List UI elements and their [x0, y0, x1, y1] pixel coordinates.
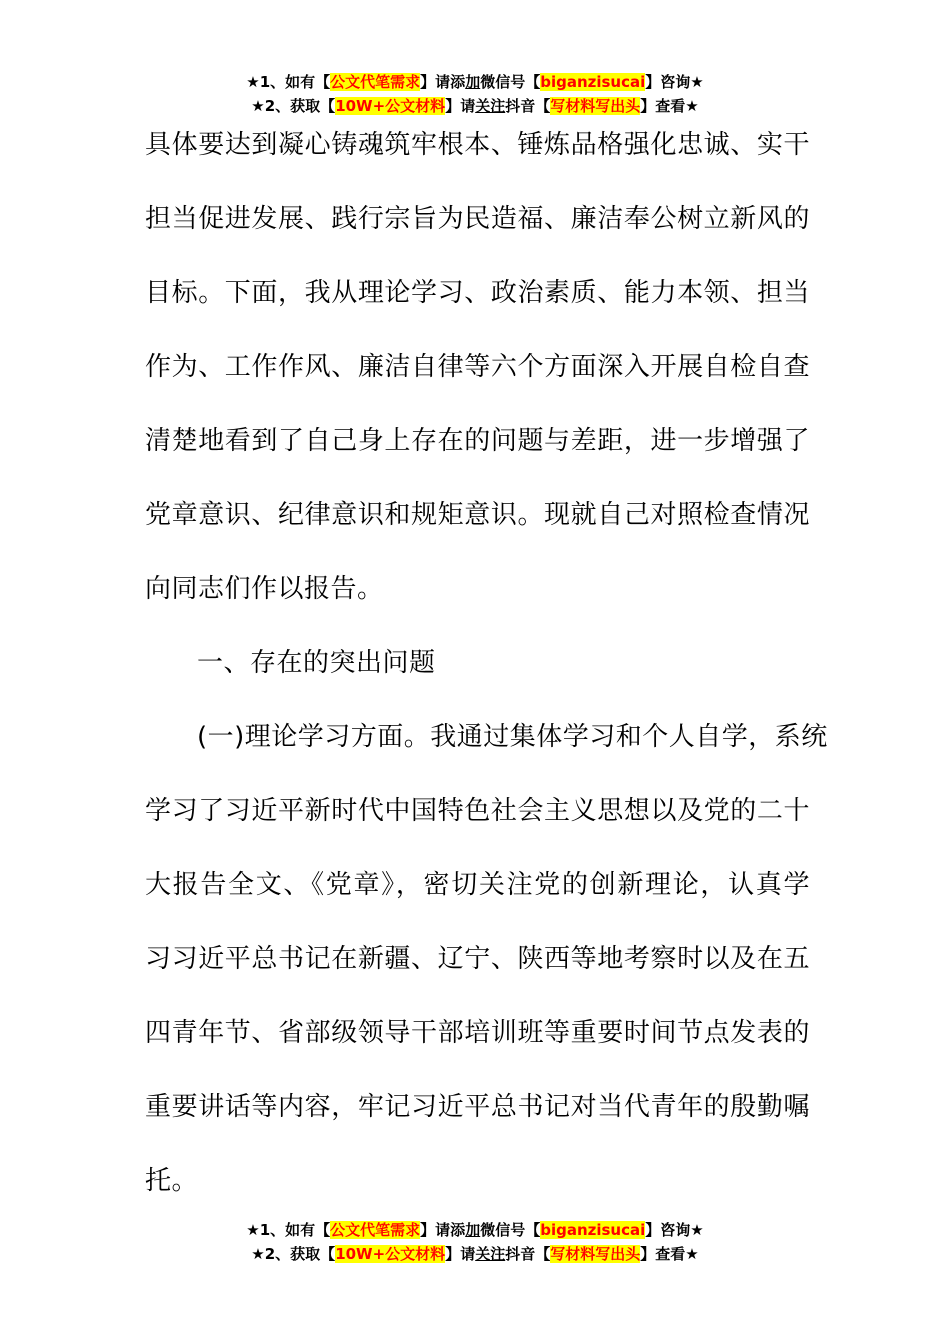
banner-line-2: ★2、获取【10W+公文材料】请关注抖音【写材料写出头】查看★ — [251, 1245, 699, 1263]
highlight-douyin: 写材料写出头 — [550, 97, 641, 115]
text-line: 担当促进发展、践行宗旨为民造福、廉洁奉公树立新风的 — [145, 204, 810, 234]
document-body — [145, 108, 828, 1218]
text-line: 重要讲话等内容，牢记习近平总书记对当代青年的殷勤嘱 — [145, 1092, 810, 1122]
text-line: 作为、工作作风、廉洁自律等六个方面深入开展自检自查 — [145, 352, 810, 382]
footer-banner — [0, 1218, 950, 1266]
highlight-wechat-id: biganzisucai — [540, 73, 646, 91]
text-line: 四青年节、省部级领导干部培训班等重要时间节点发表的 — [145, 1018, 810, 1048]
highlight-materials: 10W+公文材料 — [335, 1245, 446, 1263]
text-line: 托。 — [145, 1166, 199, 1196]
text-line: 向同志们作以报告。 — [145, 574, 384, 604]
banner-line-1: ★1、如有【公文代笔需求】请添加微信号【biganzisucai】咨询★ — [246, 73, 704, 91]
text-line: 学习了习近平新时代中国特色社会主义思想以及党的二十 — [145, 796, 810, 826]
section-heading — [145, 626, 810, 700]
text-line: 大报告全文、《党章》，密切关注党的创新理论，认真学 — [145, 870, 810, 900]
text-line: 清楚地看到了自己身上存在的问题与差距，进一步增强了 — [145, 426, 810, 456]
text-line: 习习近平总书记在新疆、辽宁、陕西等地考察时以及在五 — [145, 944, 810, 974]
highlight-materials: 10W+公文材料 — [335, 97, 446, 115]
highlight-service: 公文代笔需求 — [330, 1221, 421, 1239]
paragraph-intro — [145, 108, 810, 626]
highlight-douyin: 写材料写出头 — [550, 1245, 641, 1263]
banner-line-1: ★1、如有【公文代笔需求】请添加微信号【biganzisucai】咨询★ — [246, 1221, 704, 1239]
text-line: 具体要达到凝心铸魂筑牢根本、锤炼品格强化忠诚、实干 — [145, 130, 810, 160]
highlight-wechat-id: biganzisucai — [540, 1221, 646, 1239]
text-line: 党章意识、纪律意识和规矩意识。现就自己对照检查情况 — [145, 500, 810, 530]
text-line: 目标。下面，我从理论学习、政治素质、能力本领、担当 — [145, 278, 810, 308]
highlight-service: 公文代笔需求 — [330, 73, 421, 91]
banner-line-2: ★2、获取【10W+公文材料】请关注抖音【写材料写出头】查看★ — [251, 97, 699, 115]
paragraph-theory-study — [145, 700, 828, 1218]
text-line: (一)理论学习方面。我通过集体学习和个人自学，系统 — [197, 722, 828, 752]
heading-text: 一、存在的突出问题 — [197, 648, 436, 678]
